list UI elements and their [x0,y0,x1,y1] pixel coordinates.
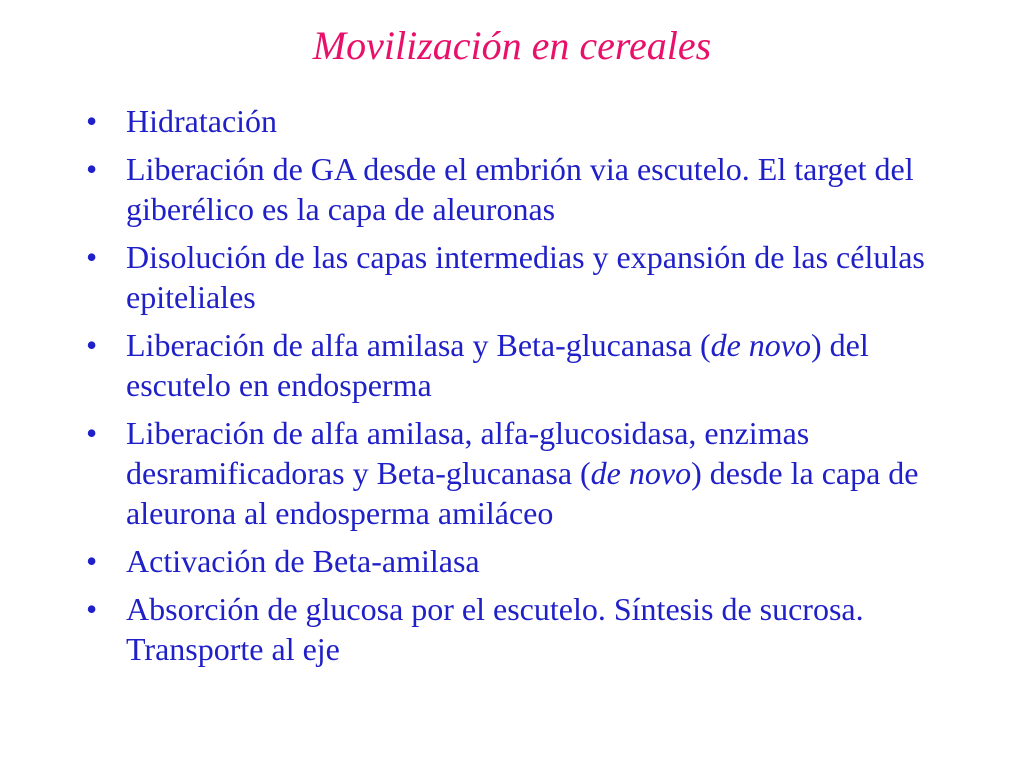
bullet-text-before: Liberación de alfa amilasa, alfa-glucosidasa, enzimas desramificadoras y Beta-glucanasa ( [126,415,810,491]
bullet-list [86,101,926,677]
bullet-text: Absorción de glucosa por el escutelo. Síntesis de sucrosa. Transporte al eje [126,591,864,667]
bullet-text: Disolución de las capas intermedias y expansión de las células epiteliales [126,239,925,315]
bullet-text-after: ) desde la capa de aleurona al endosperma amiláceo [126,455,919,531]
bullet-text [126,415,919,531]
bullet-marker: • [86,151,98,187]
bullet-marker: • [86,103,98,139]
bullet-text: Activación de Beta-amilasa [126,543,480,579]
bullet-marker: • [86,415,98,451]
bullet-item [86,101,926,141]
bullet-text-italic: de novo [590,455,692,491]
bullet-text [126,327,869,403]
bullet-text: Hidratación [126,103,278,139]
bullet-marker: • [86,543,98,579]
bullet-marker: • [86,327,98,363]
bullet-marker: • [86,239,98,275]
bullet-text-italic: de novo [710,327,811,363]
bullet-item [86,237,926,317]
bullet-text-before: Liberación de alfa amilasa y Beta-glucanasa ( [126,327,711,363]
bullet-item [86,325,926,405]
bullet-item [86,589,926,669]
bullet-text-after: ) del escutelo en endosperma [126,327,869,403]
bullet-text: Liberación de GA desde el embrión via escutelo. El target del giberélico es la capa de aleuronas [126,151,914,227]
bullet-item [86,413,926,533]
bullet-item [86,541,926,581]
bullet-marker: • [86,591,98,627]
slide-title: Movilización en cereales [312,23,712,68]
bullet-item [86,149,926,229]
